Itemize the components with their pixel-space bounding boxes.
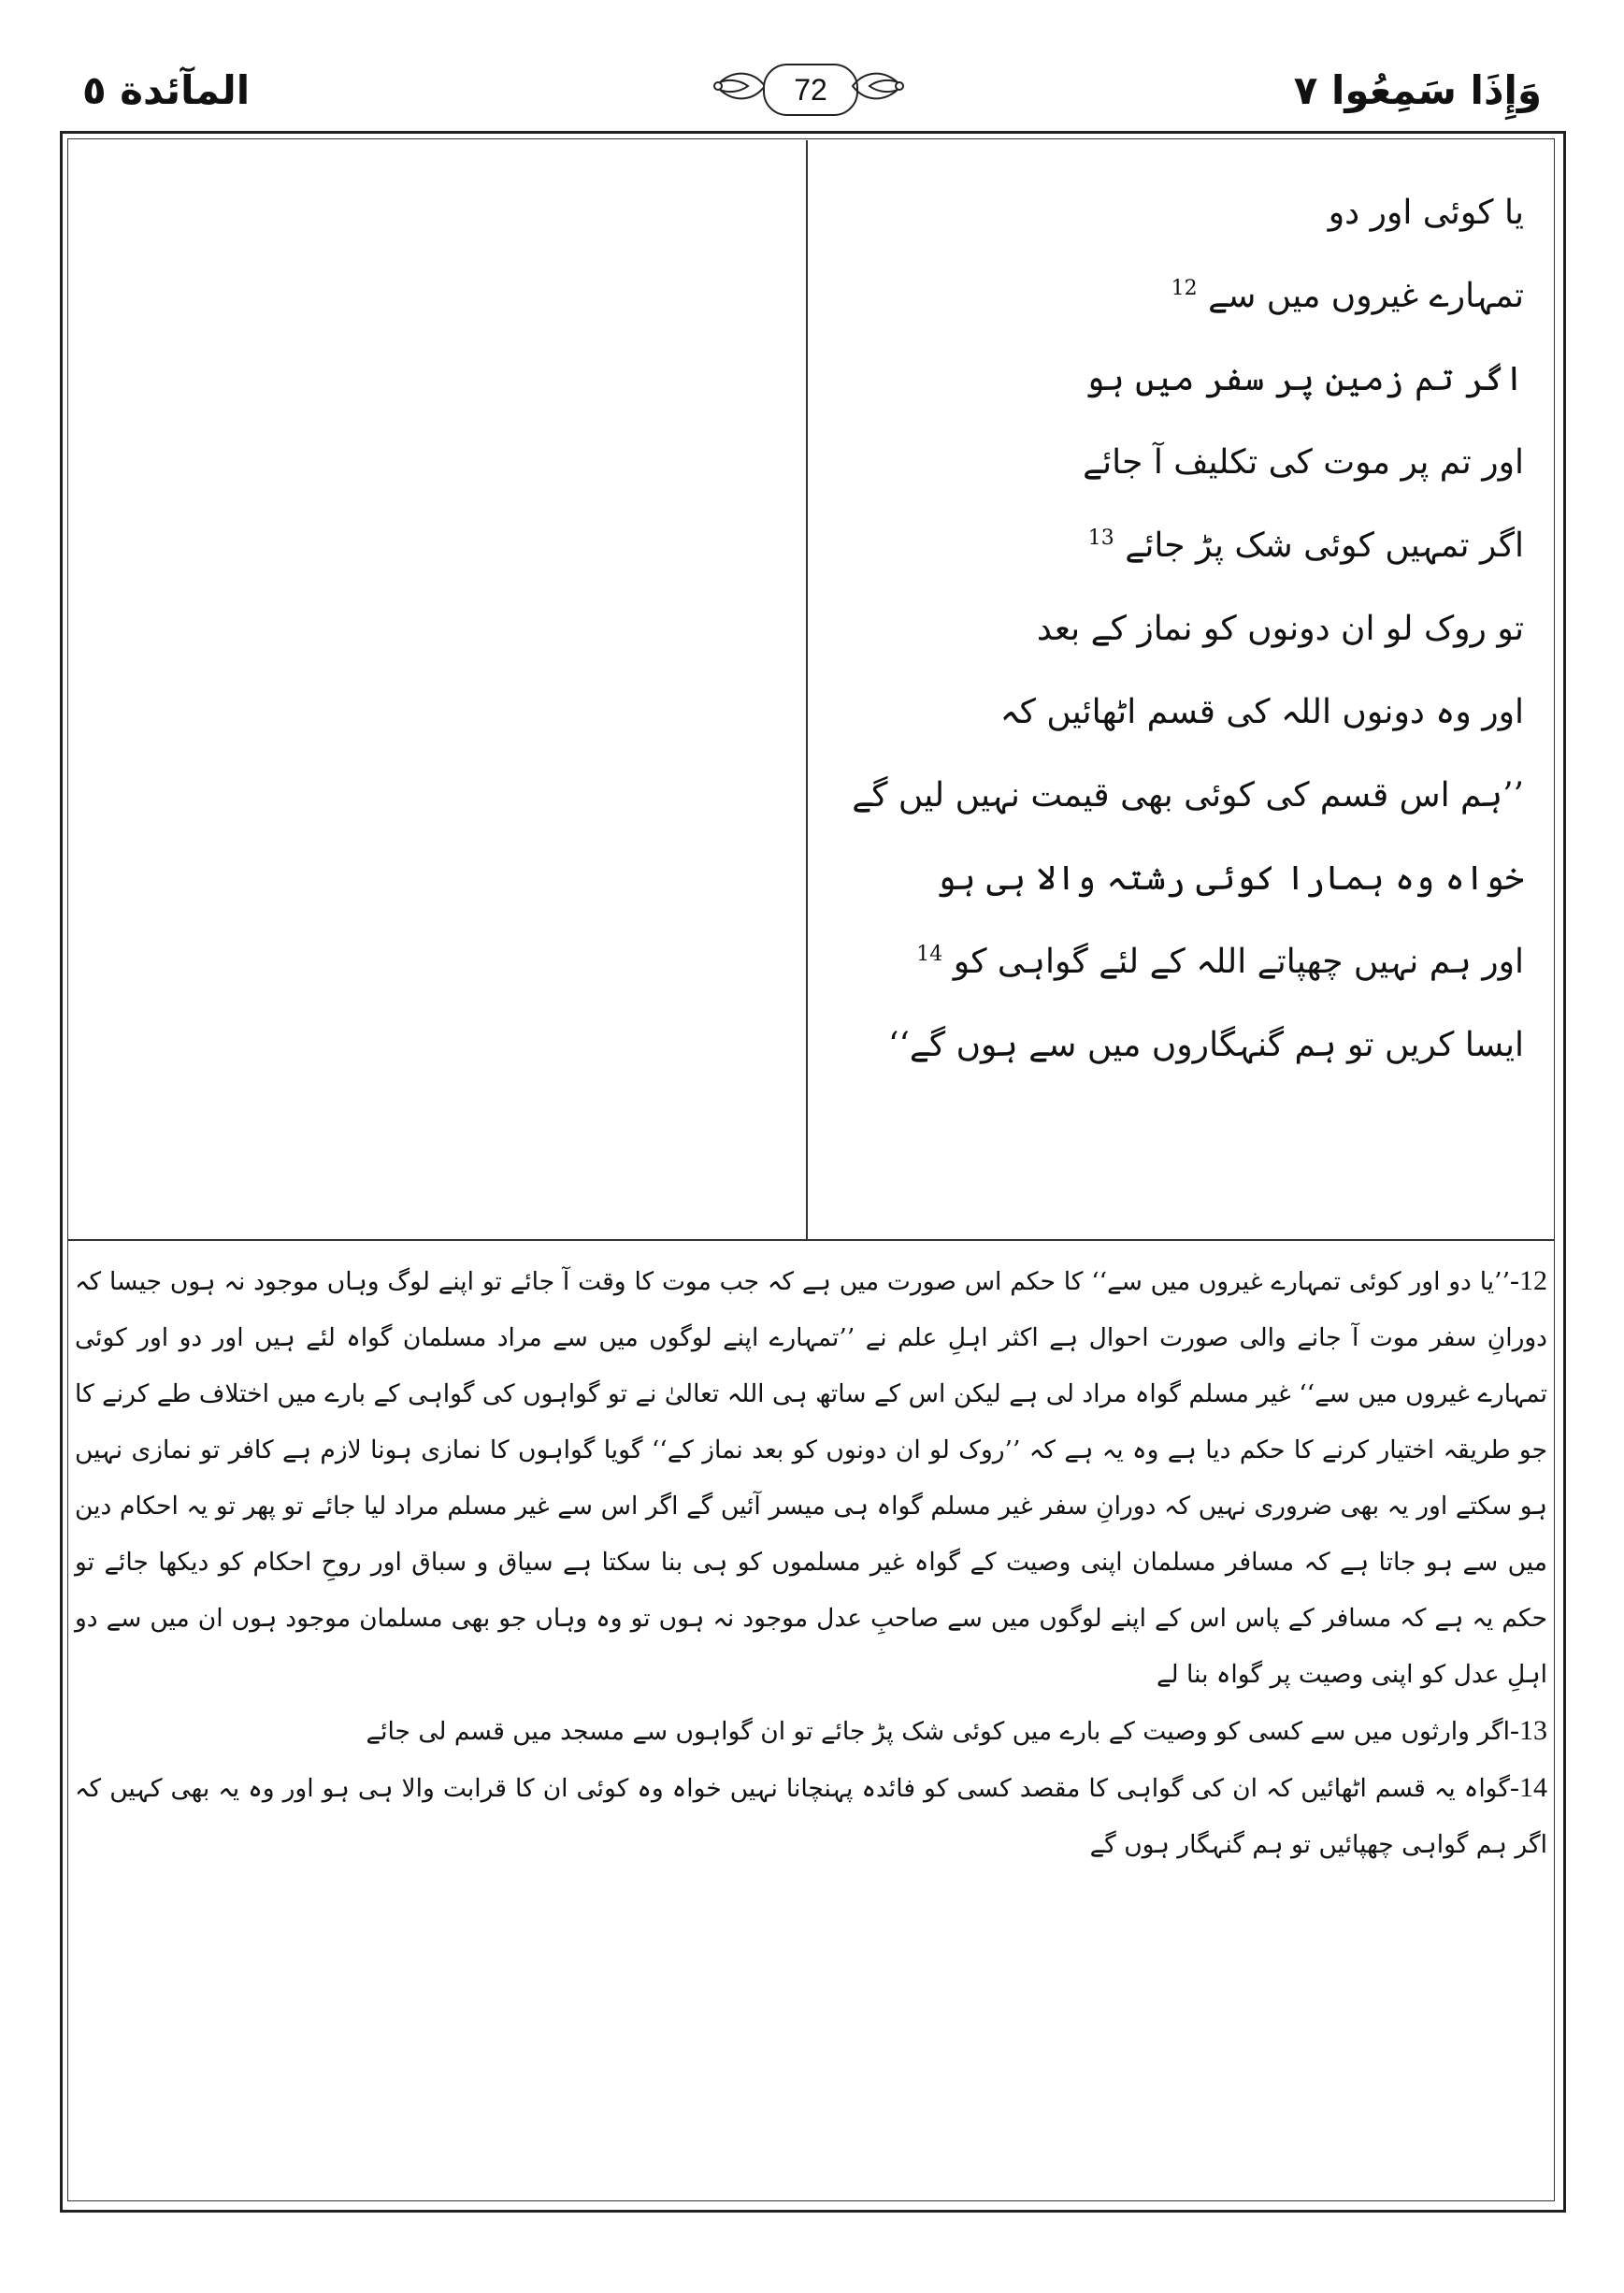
verse-line: ایسا کریں تو ہم گنہگاروں میں سے ہوں گے‘‘ [888, 1026, 1524, 1064]
translation-column [813, 178, 1524, 1093]
para-name: وَإِذَا سَمِعُوا ٧ [1293, 67, 1542, 113]
verse-line: یا کوئی اور دو [1328, 194, 1524, 232]
verse-line: خواہ وہ ہمارا کوئی رشتہ والا ہی ہو [936, 859, 1524, 898]
footnote-number: 13- [1510, 1715, 1547, 1746]
footnotes [75, 1253, 1547, 1873]
footnote-14 [75, 1760, 1547, 1873]
footnote-ref: 12 [1171, 277, 1198, 300]
notes-divider [68, 1239, 1554, 1241]
footnote-text: گواہ یہ قسم اٹھائیں کہ ان کی گواہی کا مقصد کسی کو فائدہ پہنچانا نہیں خواہ وہ کوئی ان کا قرابت والا ہی ہو اور وہ یہ بھی کہیں کہ اگر ہم گواہی چھپائیں تو ہم گنہگار ہوں گے [75, 1774, 1547, 1859]
page-number: 72 [763, 64, 858, 116]
verse-line: ’’ہم اس قسم کی کوئی بھی قیمت نہیں لیں گے [852, 776, 1524, 815]
footnote-text: ’’یا دو اور کوئی تمہارے غیروں میں سے‘‘ کا حکم اس صورت میں ہے کہ جب موت کا وقت آ جائے تو اپنے لوگ وہاں موجود نہ ہوں جیسا کہ دورانِ سفر موت آ جانے والی صورت احوال ہے اکثر اہلِ علم نے ’’تمہارے اپنے لوگوں میں سے مراد مسلمان گواہ لئے ہیں اور دو اور کوئی تمہارے غیروں میں سے‘‘ غیر مسلم گواہ مراد لی ہے لیکن اس کے ساتھ ہی اللہ تعالیٰ نے تو گواہوں کی گواہی کے بارے میں اختلاف طے کرنے کا جو طریقہ اختیار کرنے کا حکم دیا ہے وہ یہ ہے کہ ’’روک لو ان دونوں کو بعد نماز کے‘‘ گویا گواہوں کا نمازی ہونا لازم ہے کافر تو نمازی نہیں ہو سکتے اور یہ بھی ضروری نہیں کہ دورانِ سفر غیر مسلم گواہ ہی میسر آئیں گے اگر اس سے غیر مسلم مراد لیا جائے تو پھر تو یہ احکام دین میں سے ہو جاتا ہے کہ مسافر مسلمان اپنی وصیت کے گواہ غیر مسلموں کو ہی بنا سکتا ہے سیاق و سباق اور روحِ احکام کو دیکھا جائے تو حکم یہ ہے کہ مسافر کے پاس اس کے اپنے لوگوں میں سے صاحبِ عدل موجود نہ ہوں تو وہ وہاں جو بھی مسلمان موجود ہوں ان میں سے دو اہلِ عدل کو اپنی وصیت پر گواہ بنا لے [75, 1267, 1547, 1689]
footnote-ref: 14 [916, 943, 943, 966]
blank-column [69, 140, 804, 1239]
footnote-13 [75, 1703, 1547, 1760]
footnote-number: 14- [1510, 1772, 1547, 1803]
footnote-ref: 13 [1087, 526, 1114, 550]
verse-line: اور وہ دونوں اللہ کی قسم اٹھائیں کہ [999, 693, 1524, 731]
footnote-text: اگر وارثوں میں سے کسی کو وصیت کے بارے میں کوئی شک پڑ جائے تو ان گواہوں سے مسجد میں قسم لی جائے [366, 1717, 1510, 1746]
verse-line: اور ہم نہیں چھپاتے اللہ کے لئے گواہی کو $^{14}$ [916, 943, 1524, 981]
footnote-number: 12- [1510, 1265, 1547, 1296]
column-divider [806, 140, 808, 1239]
floral-ornament-left-icon [711, 58, 767, 114]
verse-line: تمہارے غیروں میں سے $^{12}$ [1171, 277, 1524, 315]
floral-ornament-right-icon [851, 58, 907, 114]
verse-line: اور تم پر موت کی تکلیف آ جائے [1083, 443, 1524, 482]
verse-line: تو روک لو ان دونوں کو نماز کے بعد [1036, 610, 1524, 648]
verse-line: اگر تم زمین پر سفر میں ہو [1085, 360, 1524, 398]
surah-name: المآئدة ٥ [82, 67, 251, 113]
page-number-ornament [711, 58, 907, 123]
verse-line: اگر تمہیں کوئی شک پڑ جائے $^{13}$ [1087, 526, 1524, 565]
footnote-12 [75, 1253, 1547, 1703]
